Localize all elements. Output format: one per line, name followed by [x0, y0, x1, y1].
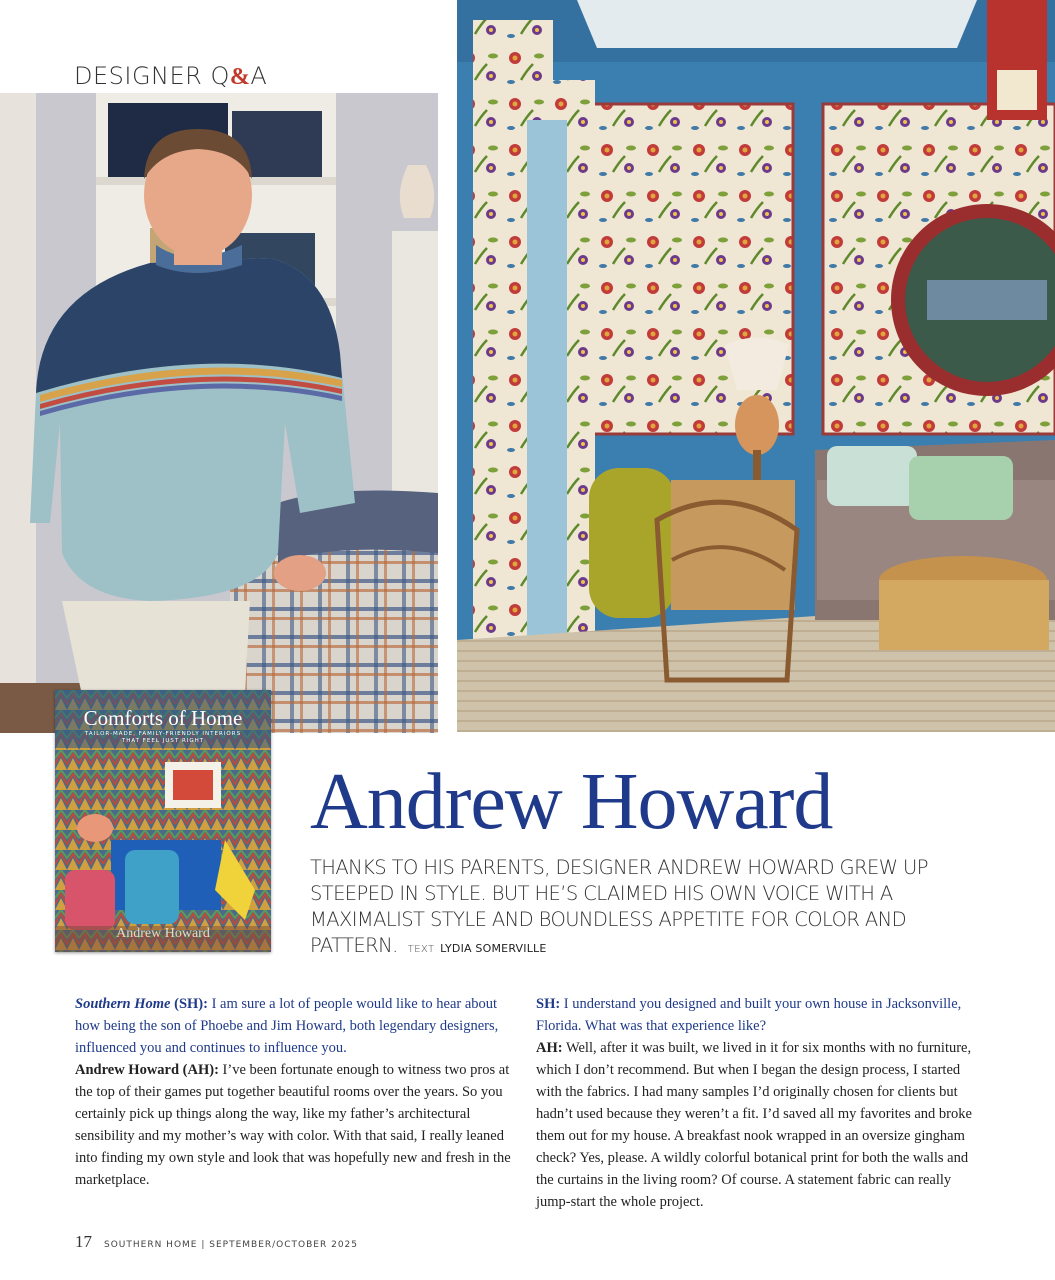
section-label	[74, 64, 267, 89]
answer-2-tag: AH:	[536, 1040, 563, 1056]
answer-1-tag: Andrew Howard (AH):	[75, 1062, 219, 1078]
question-2-text: I understand you designed and built your own house in Jacksonville, Florida. What was that experience like?	[536, 996, 962, 1034]
article-column-right	[536, 993, 986, 1213]
credit-label: TEXT	[407, 944, 435, 955]
answer-1-text: I’ve been fortunate enough to witness two pros at the top of their games put together beautiful rooms over the years. So you certainly pick up things along the way, like my father’s architectural sensibility and my mother’s way with color. With that said, I really leaned into finding my own style and look that was hopefully new and fresh in the marketplace.	[75, 1062, 511, 1188]
answer-2	[536, 1037, 986, 1213]
book-tagline-line-2: THAT FEEL JUST RIGHT	[121, 738, 205, 745]
question-1-text: I am sure a lot of people would like to hear about how being the son of Phoebe and Jim Howard, both legendary designers, influenced you and continues to influence you.	[75, 996, 499, 1056]
credit-name: LYDIA SOMERVILLE	[440, 942, 547, 955]
answer-1	[75, 1059, 525, 1191]
section-label-ampersand: &	[229, 64, 251, 90]
living-room-photo	[457, 0, 1055, 732]
book-author: Andrew Howard	[116, 926, 210, 941]
book-tagline	[55, 731, 271, 745]
publication-line: SOUTHERN HOME | SEPTEMBER/OCTOBER 2025	[104, 1240, 358, 1250]
page-footer	[75, 1233, 358, 1250]
question-1-tag: (SH):	[170, 996, 208, 1012]
article-dek	[310, 855, 950, 963]
designer-portrait-photo	[0, 93, 438, 733]
question-1-brand: Southern Home	[75, 996, 171, 1012]
living-room-illustration	[457, 0, 1055, 732]
book-title: Comforts of Home	[83, 706, 243, 730]
dek-text: THANKS TO HIS PARENTS, DESIGNER ANDREW HOWARD GREW UP STEEPED IN STYLE. BUT HE’S CLAIMED HIS OWN VOICE WITH A MAXIMALIST STYLE AND BOUNDLESS APPETITE FOR COLOR AND PATTERN.	[310, 856, 928, 957]
answer-2-text: Well, after it was built, we lived in it for six months with no furniture, which I don’t recommend. But when I began the design process, I started with the fabrics. I had many samples I’d originally chosen for clients but hadn’t used because they weren’t a fit. I’d saved all my favorites and broke them out for my house. A breakfast nook wrapped in an oversize gingham check? Yes, please. A wildly colorful botanical print for both the walls and the curtains in the living room? Of course. A statement fabric can really jump-start the whole project.	[536, 1040, 972, 1210]
question-1	[75, 993, 525, 1059]
book-tagline-line-1: TAILOR-MADE, FAMILY-FRIENDLY INTERIORS	[84, 731, 242, 737]
article-column-left	[75, 993, 525, 1191]
designer-portrait-illustration	[0, 93, 438, 733]
book-cover	[55, 690, 271, 952]
page-number: 17	[75, 1232, 92, 1251]
question-2-tag: SH:	[536, 996, 561, 1012]
section-label-suffix: A	[250, 62, 268, 90]
section-label-prefix: DESIGNER Q	[74, 62, 230, 90]
question-2	[536, 993, 986, 1037]
article-headline: Andrew Howard	[310, 758, 833, 846]
